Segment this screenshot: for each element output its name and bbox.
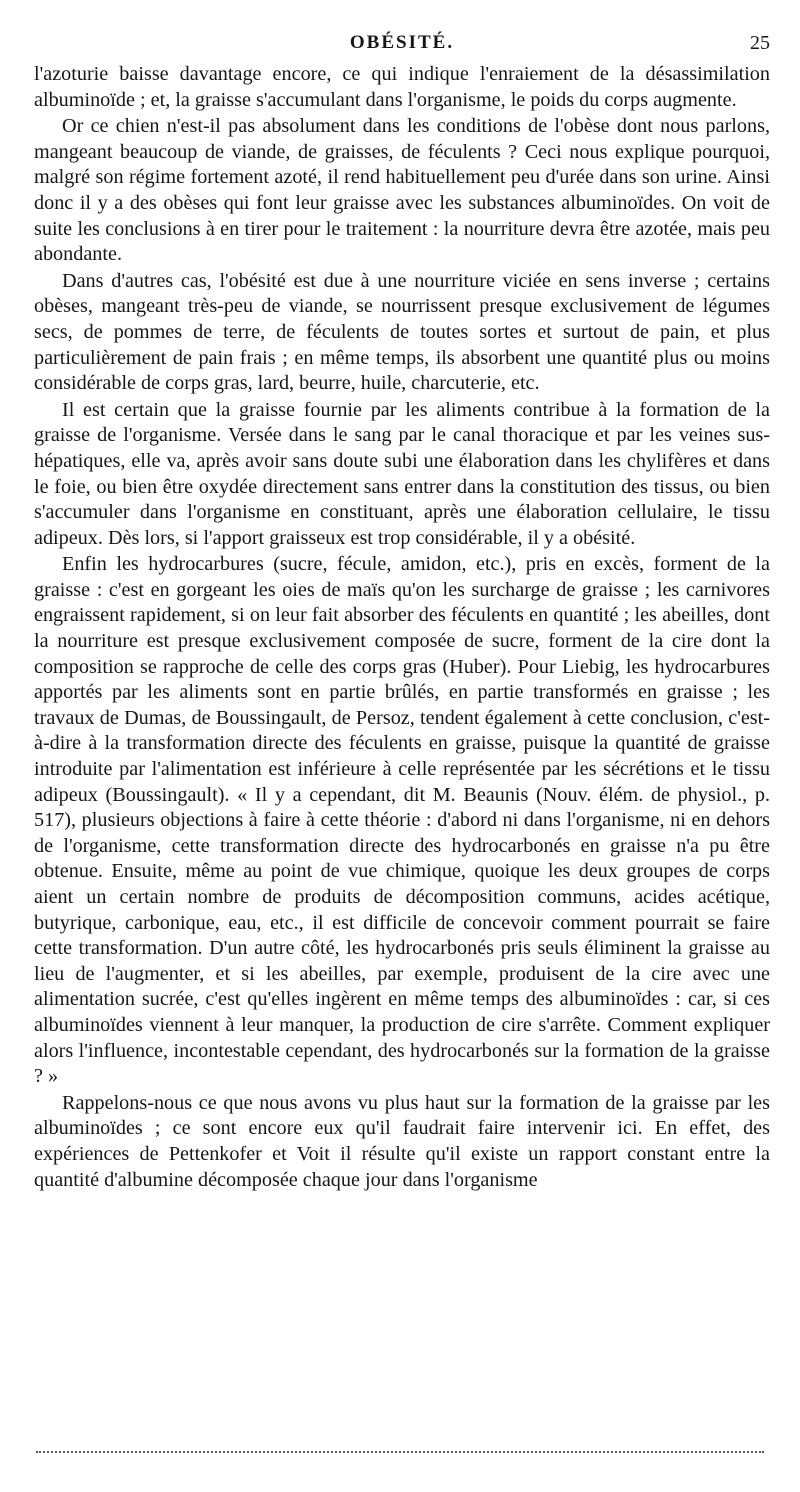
footer-dotted-rule xyxy=(36,1451,764,1453)
paragraph-albuminoids: Rappelons-nous ce que nous avons vu plus haut sur la formation de la graisse par les albuminoïdes ; ce sont encore eux qu'il faudrait faire intervenir ici. En effet, des expériences de Pettenkofer et Voit il résulte qu'il existe un rapport constant entre la quantité d'albumine décomposée chaque jour dans l'organisme xyxy=(34,1091,770,1191)
running-head xyxy=(34,30,770,58)
paragraph-dietary-fat: Il est certain que la graisse fournie par les aliments contribue à la formation de la graisse de l'organisme. Versée dans le sang par le canal thoracique et par les veines sus-hépatiques, elle va, après avoir sans doute subi une élaboration dans les chylifères et dans le foie, ou bien être oxydée directement sans entrer dans la constitution des tissus, ou bien s'accumuler dans l'organisme en constituant, après une élaboration cellulaire, le tissu adipeux. Dès lors, si l'apport graisseux est trop considérable, il y a obésité. xyxy=(34,398,770,549)
paragraph-hydrocarbons: Enfin les hydrocarbures (sucre, fécule, amidon, etc.), pris en excès, forment de la graisse : c'est en gorgeant les oies de maïs qu'on les surcharge de graisse ; les carnivores engraissent rapidement, si on leur fait absorber des féculents en quantité ; les abeilles, dont la nourriture est presque exclusivement composée de sucre, forment de la cire dont la composition se rapproche de celle des corps gras (Huber). Pour Liebig, les hydrocarbures apportés par les aliments sont en partie brûlés, en partie transformés en graisse ; les travaux de Dumas, de Boussingault, de Persoz, tendent également à cette conclusion, c'est-à-dire à la transformation directe des féculents en graisse, puisque la quantité de graisse introduite par l'alimentation est inférieure à celle représentée par les sécrétions et le tissu adipeux (Boussingault). « Il y a cependant, dit M. Beaunis (Nouv. élém. de physiol., p. 517), plusieurs objections à faire à cette théorie : d'abord ni dans l'organisme, ni en dehors de l'organisme, cette transformation directe des hydrocarbonés en graisse n'a pu être obtenue. Ensuite, même au point de vue chimique, quoique les deux groupes de corps aient un certain nombre de produits de décomposition communs, acides acétique, butyrique, carbonique, eau, etc., il est difficile de concevoir comment pourrait se faire cette transformation. D'un autre côté, les hydrocarbonés pris seuls éliminent la graisse au lieu de l'augmenter, et si les abeilles, par exemple, produisent de la cire avec une alimentation sucrée, c'est qu'elles ingèrent en même temps des albuminoïdes : car, si ces albuminoïdes viennent à leur manquer, la production de cire s'arrête. Comment expliquer alors l'influence, incontestable cependant, des hydrocarbonés sur la formation de la graisse ? » xyxy=(34,553,770,1088)
page-number: 25 xyxy=(750,32,770,54)
paragraph-other-cases: Dans d'autres cas, l'obésité est due à une nourriture viciée en sens inverse ; certains obèses, mangeant très-peu de viande, se nourrissent presque exclusivement de légumes secs, de pommes de terre, de féculents de toutes sortes et surtout de pain, et plus particulièrement de pain frais ; en même temps, ils absorbent une quantité plus ou moins considérable de corps gras, lard, beurre, huile, charcuterie, etc. xyxy=(34,269,770,395)
running-title: OBÉSITÉ. xyxy=(349,32,455,53)
body-text xyxy=(34,62,770,1193)
paragraph-continued: l'azoturie baisse davantage encore, ce qui indique l'enraiement de la désassimilation albuminoïde ; et, la graisse s'accumulant dans l'organisme, le poids du corps augmente. xyxy=(34,63,770,111)
paragraph-obese-dog: Or ce chien n'est-il pas absolument dans les conditions de l'obèse dont nous parlons, mangeant beaucoup de viande, de graisses, de féculents ? Ceci nous explique pourquoi, malgré son régime fortement azoté, il rend habituellement peu d'urée dans son urine. Ainsi donc il y a des obèses qui font leur graisse avec les substances albuminoïdes. On voit de suite les conclusions à en tirer pour le traitement : la nourriture devra être azotée, mais peu abondante. xyxy=(34,115,770,266)
